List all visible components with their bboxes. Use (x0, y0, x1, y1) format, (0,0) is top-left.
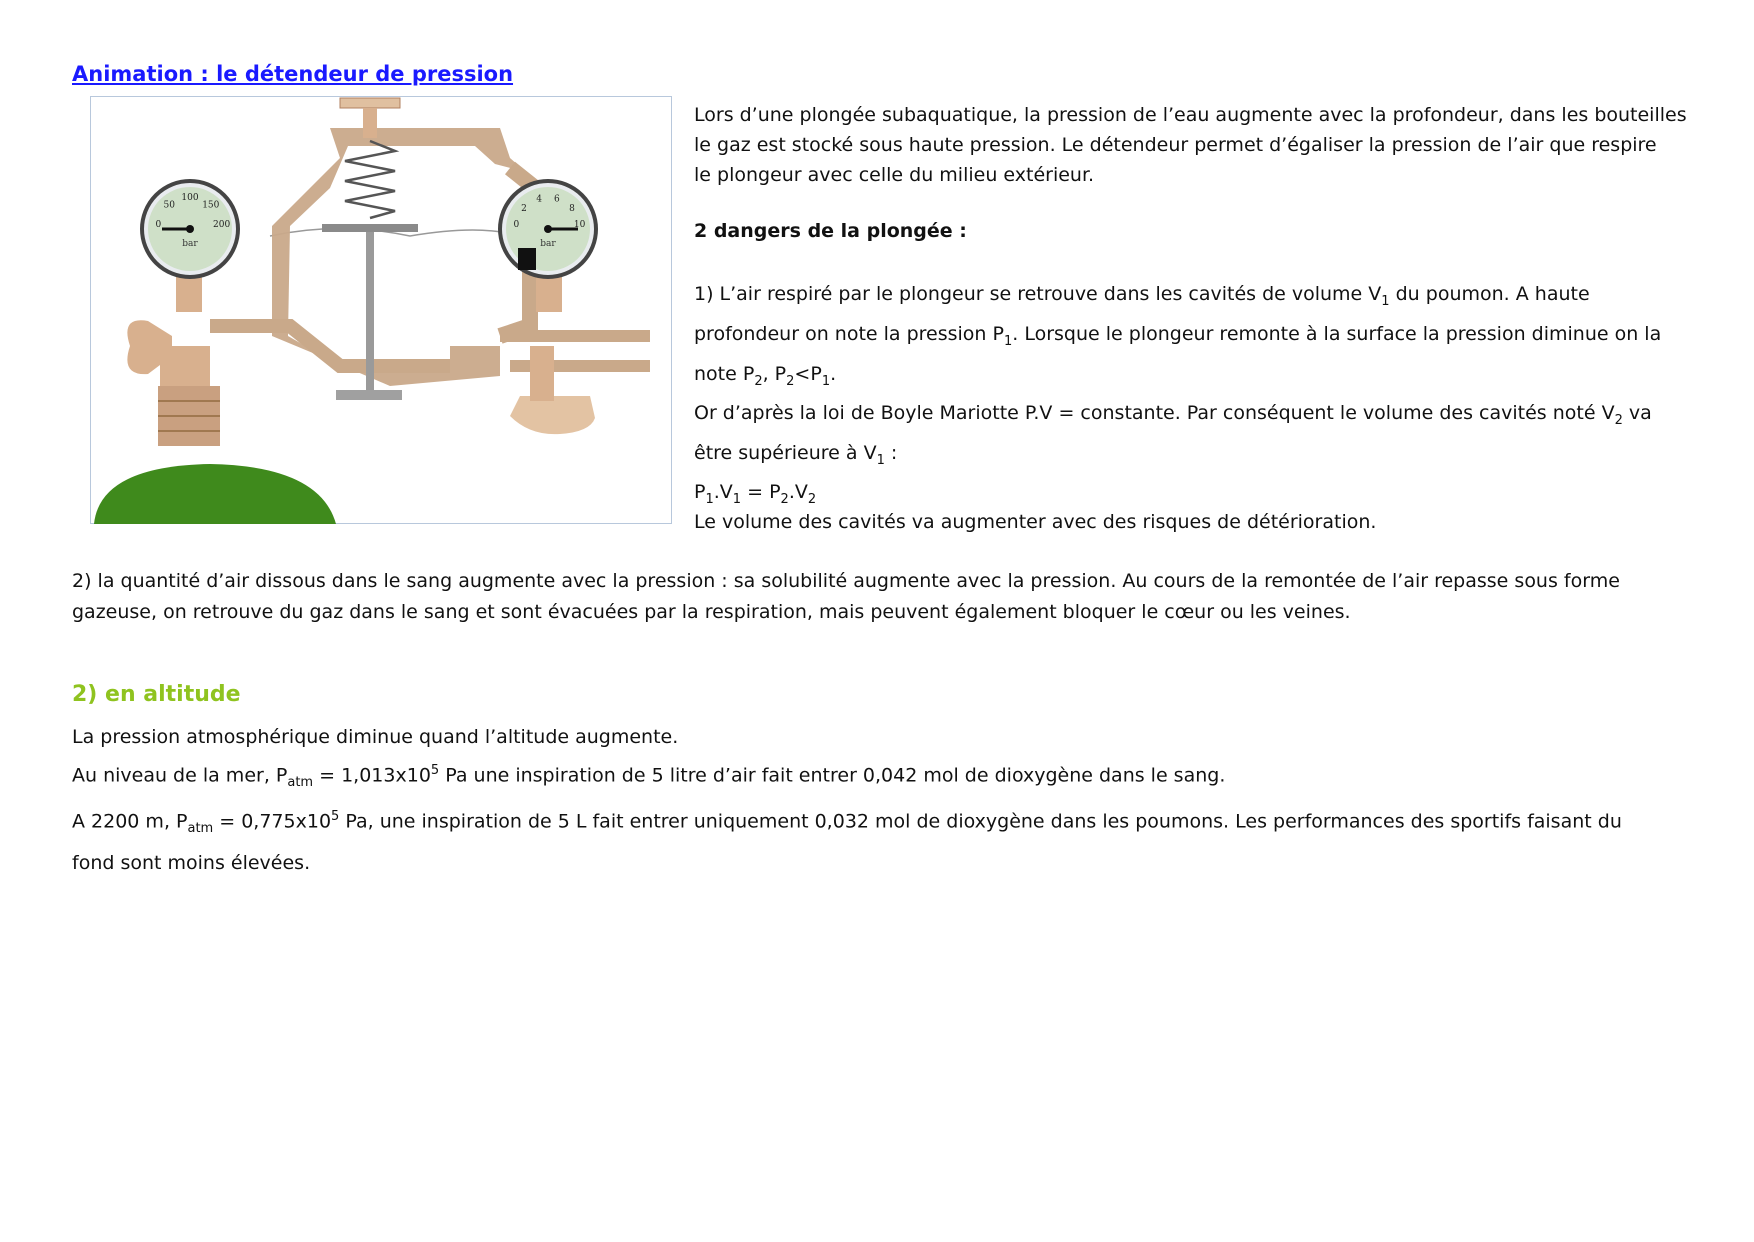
eq-part: .V (788, 481, 808, 503)
intro-paragraph (694, 100, 1694, 190)
svg-text:bar: bar (540, 239, 556, 249)
subscript: 2 (807, 491, 817, 507)
danger1-text: : (884, 442, 898, 465)
pressure-regulator-diagram (90, 96, 672, 524)
danger-1-paragraph (694, 278, 1694, 477)
intro-line-3: le plongeur avec celle du milieu extérieur. (694, 164, 1095, 186)
danger1-text: <P (794, 362, 822, 385)
high-pressure-gauge-tick: 150 (202, 200, 220, 211)
low-pressure-gauge-tick: 8 (569, 203, 575, 214)
low-pressure-gauge-tick: 4 (536, 194, 542, 205)
intro-line-1: Lors d’une plongée subaquatique, la pression de l’eau augmente avec la profondeur, dans les bouteilles (694, 104, 1687, 126)
eq-part: = P (741, 481, 781, 503)
low-pressure-gauge-tick: 6 (554, 194, 560, 205)
superscript: 5 (331, 809, 340, 825)
dangers-heading: 2 dangers de la plongée : (694, 220, 967, 242)
subscript: 1 (732, 491, 742, 507)
altitude-text: A 2200 m, P (72, 810, 188, 833)
subscript: 2 (780, 491, 789, 507)
high-pressure-gauge-tick: 50 (163, 200, 175, 211)
subscript: atm (187, 821, 214, 837)
subscript: 1 (1381, 293, 1390, 309)
danger2-line-2: gazeuse, on retrouve du gaz dans le sang et sont évacuées par la respiration, mais peuvent également bloquer le cœur ou les veines. (72, 601, 1351, 623)
piston-plate (322, 224, 418, 232)
subscript: atm (287, 775, 314, 791)
altitude-text: = 1,013x10 (313, 764, 431, 787)
subscript: 1 (876, 452, 885, 468)
danger2-line-1: 2) la quantité d’air dissous dans le sang augmente avec la pression : sa solubilité augmente avec la pression. Au cours de la remontée de l’air repasse sous forme (72, 570, 1620, 592)
intro-line-2: le gaz est stocké sous haute pression. Le détendeur permet d’égaliser la pression de l’air que respire (694, 134, 1657, 156)
danger1-text: du poumon. A haute (1389, 283, 1590, 305)
altitude-text: = 0,775x10 (213, 810, 332, 833)
danger1-text: note P (694, 362, 755, 385)
danger1-text: , P (762, 362, 787, 385)
subscript: 1 (705, 491, 714, 507)
altitude-line-1: La pression atmosphérique diminue quand l’altitude augmente. (72, 726, 679, 748)
high-pressure-gauge-tick: 100 (181, 193, 199, 203)
low-pressure-gauge-tick: 0 (513, 219, 520, 230)
high-pressure-gauge-tick: 200 (213, 219, 231, 230)
danger1-text: . Lorsque le plongeur remonte à la surface la pression diminue on la (1012, 322, 1662, 345)
danger1-text: Or d’après la loi de Boyle Mariotte P.V = constante. Par conséquent le volume des cavités noté V (694, 402, 1615, 425)
subscript: 2 (786, 373, 795, 389)
danger1-text: être supérieure à V (694, 442, 877, 465)
eq-part: P (694, 481, 706, 503)
altitude-text: Au niveau de la mer, P (72, 764, 288, 787)
subscript: 1 (1003, 333, 1013, 349)
subscript: 1 (821, 373, 831, 389)
danger1-text: profondeur on note la pression P (694, 322, 1004, 345)
altitude-text: Pa, une inspiration de 5 L fait entrer uniquement 0,032 mol de dioxygène dans les poumons. Les performances des sportifs faisant du (339, 810, 1622, 833)
subscript: 2 (754, 373, 763, 389)
altitude-line-4: fond sont moins élevées. (72, 852, 311, 875)
altitude-text: Pa une inspiration de 5 litre d’air fait entrer 0,042 mol de dioxygène dans le sang. (439, 764, 1226, 787)
check-valve (518, 248, 536, 270)
subscript: 2 (1614, 413, 1623, 429)
eq-part: .V (713, 481, 733, 503)
adjust-screw-handle (340, 98, 400, 108)
danger-2-paragraph (72, 566, 1682, 628)
danger-1-conclusion: Le volume des cavités va augmenter avec des risques de détérioration. (694, 511, 1377, 533)
altitude-heading: 2) en altitude (72, 682, 241, 707)
danger1-text: 1) L’air respiré par le plongeur se retrouve dans les cavités de volume V (694, 283, 1382, 305)
animation-title-link[interactable]: Animation : le détendeur de pression (72, 62, 514, 86)
superscript: 5 (430, 763, 440, 778)
high-pressure-gauge-tick: 0 (155, 219, 162, 230)
danger1-text: va (1622, 402, 1652, 425)
svg-text:bar: bar (182, 239, 198, 249)
low-pressure-gauge-tick: 10 (573, 219, 586, 230)
danger1-text: . (830, 362, 837, 385)
piston-rod (366, 232, 374, 392)
low-pressure-gauge-tick: 2 (521, 203, 527, 214)
altitude-paragraph (72, 720, 1692, 880)
